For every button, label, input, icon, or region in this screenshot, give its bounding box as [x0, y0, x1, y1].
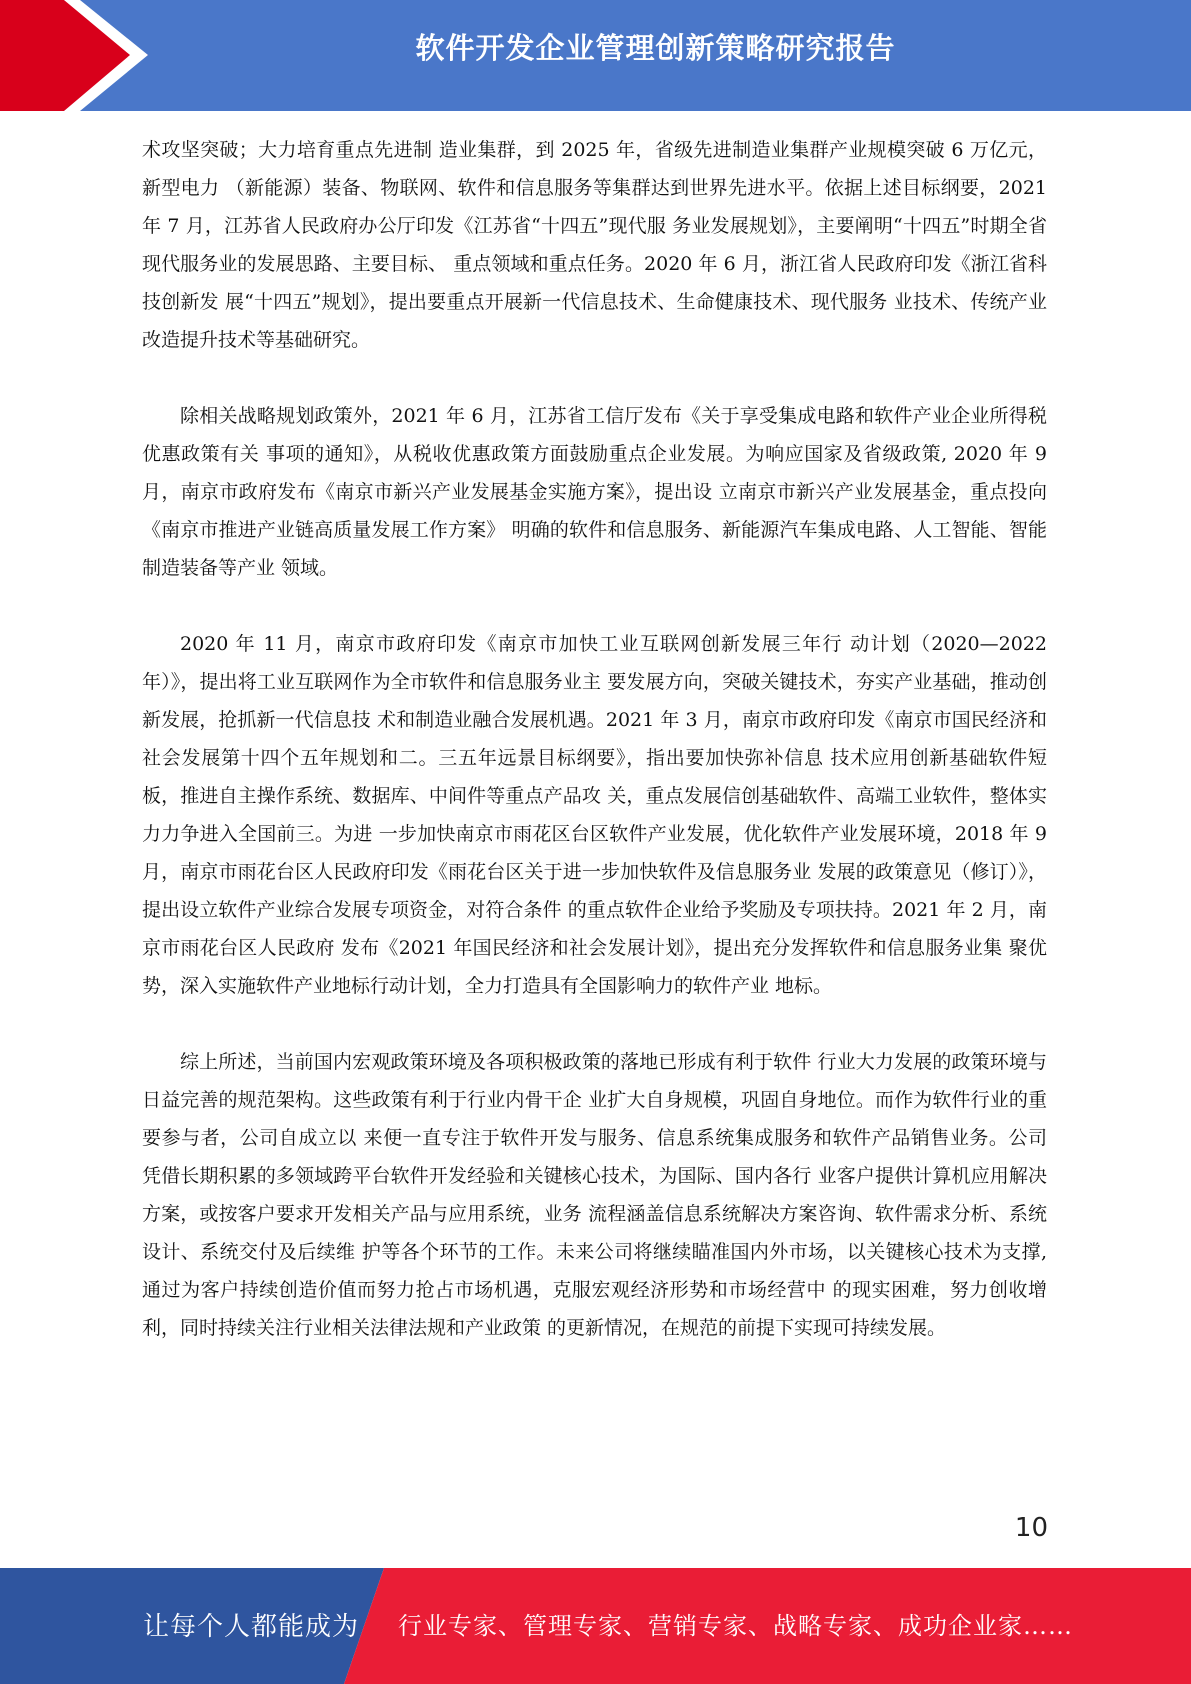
paragraph: 2020 年 11 月，南京市政府印发《南京市加快工业互联网创新发展三年行 动计划（2020—2022 年）》，提出将工业互联网作为全市软件和信息服务业主 要发展方向，突破关键技术，夯实产业基础，推动创新发展，抢抓新一代信息技 术和制造业融合发展机遇。2021 年 3 月，南京市政府印发《南京市国民经济和 社会发展第十四个五年规划和二。三五年远景目标纲要》，指出要加快弥补信息 技术应用创新基础软件短板，推进自主操作系统、数据库、中间件等重点产品攻 关，重点发展信创基础软件、高端工业软件，整体实力力争进入全国前三。为进 一步加快南京市雨花区台区软件产业发展，优化软件产业发展环境，2018 年 9 月，南京市雨花台区人民政府印发《雨花台区关于进一步加快软件及信息服务业 发展的政策意见（修订）》，提出设立软件产业综合发展专项资金，对符合条件 的重点软件企业给予奖励及专项扶持。2021 年 2 月，南京市雨花台区人民政府 发布《2021 年国民经济和社会发展计划》，提出充分发挥软件和信息服务业集 聚优势，深入实施软件产业地标行动计划，全力打造具有全国影响力的软件产业 地标。: [142, 633, 1047, 997]
report-body: [142, 131, 1047, 1347]
footer-slogan-left: 让每个人都能成为: [143, 1612, 360, 1642]
page-footer: [0, 1568, 1191, 1684]
page-header: [0, 0, 1191, 111]
paragraph: 综上所述，当前国内宏观政策环境及各项积极政策的落地已形成有利于软件 行业大力发展的政策环境与日益完善的规范架构。这些政策有利于行业内骨干企 业扩大自身规模，巩固自身地位。而作为软件行业的重要参与者，公司自成立以 来便一直专注于软件开发与服务、信息系统集成服务和软件产品销售业务。公司 凭借长期积累的多领域跨平台软件开发经验和关键核心技术，为国际、国内各行 业客户提供计算机应用解决方案，或按客户要求开发相关产品与应用系统，业务 流程涵盖信息系统解决方案咨询、软件需求分析、系统设计、系统交付及后续维 护等各个环节的工作。未来公司将继续瞄准国内外市场，以关键核心技术为支撑, 通过为客户持续创造价值而努力抢占市场机遇，克服宏观经济形势和市场经营中 的现实困难，努力创收增利，同时持续关注行业相关法律法规和产业政策 的更新情况，在规范的前提下实现可持续发展。: [142, 1051, 1047, 1339]
header-chevron-icon: [0, 0, 160, 111]
header-title: 软件开发企业管理创新策略研究报告: [415, 31, 896, 65]
footer-slogan-right: 行业专家、管理专家、营销专家、战略专家、成功企业家……: [398, 1612, 1073, 1640]
paragraph: 除相关战略规划政策外，2021 年 6 月，江苏省工信厅发布《关于享受集成电路和软件产业企业所得税优惠政策有关 事项的通知》，从税收优惠政策方面鼓励重点企业发展。为响应国家及省级政策, 2020 年 9 月，南京市政府发布《南京市新兴产业发展基金实施方案》，提出设 立南京市新兴产业发展基金，重点投向《南京市推进产业链高质量发展工作方案》 明确的软件和信息服务、新能源汽车集成电路、人工智能、智能制造装备等产业 领域。: [142, 405, 1047, 579]
paragraph-continued: 术攻坚突破；大力培育重点先进制 造业集群，到 2025 年，省级先进制造业集群产业规模突破 6 万亿元，新型电力 （新能源）装备、物联网、软件和信息服务等集群达到世界先进水平。依据上述目标纲要，2021 年 7 月，江苏省人民政府办公厅印发《江苏省“十四五”现代服 务业发展规划》，主要阐明“十四五”时期全省现代服务业的发展思路、主要目标、 重点领域和重点任务。2020 年 6 月，浙江省人民政府印发《浙江省科技创新发 展“十四五”规划》，提出要重点开展新一代信息技术、生命健康技术、现代服务 业技术、传统产业改造提升技术等基础研究。: [142, 139, 1047, 351]
page-number: 10: [1014, 1513, 1048, 1543]
